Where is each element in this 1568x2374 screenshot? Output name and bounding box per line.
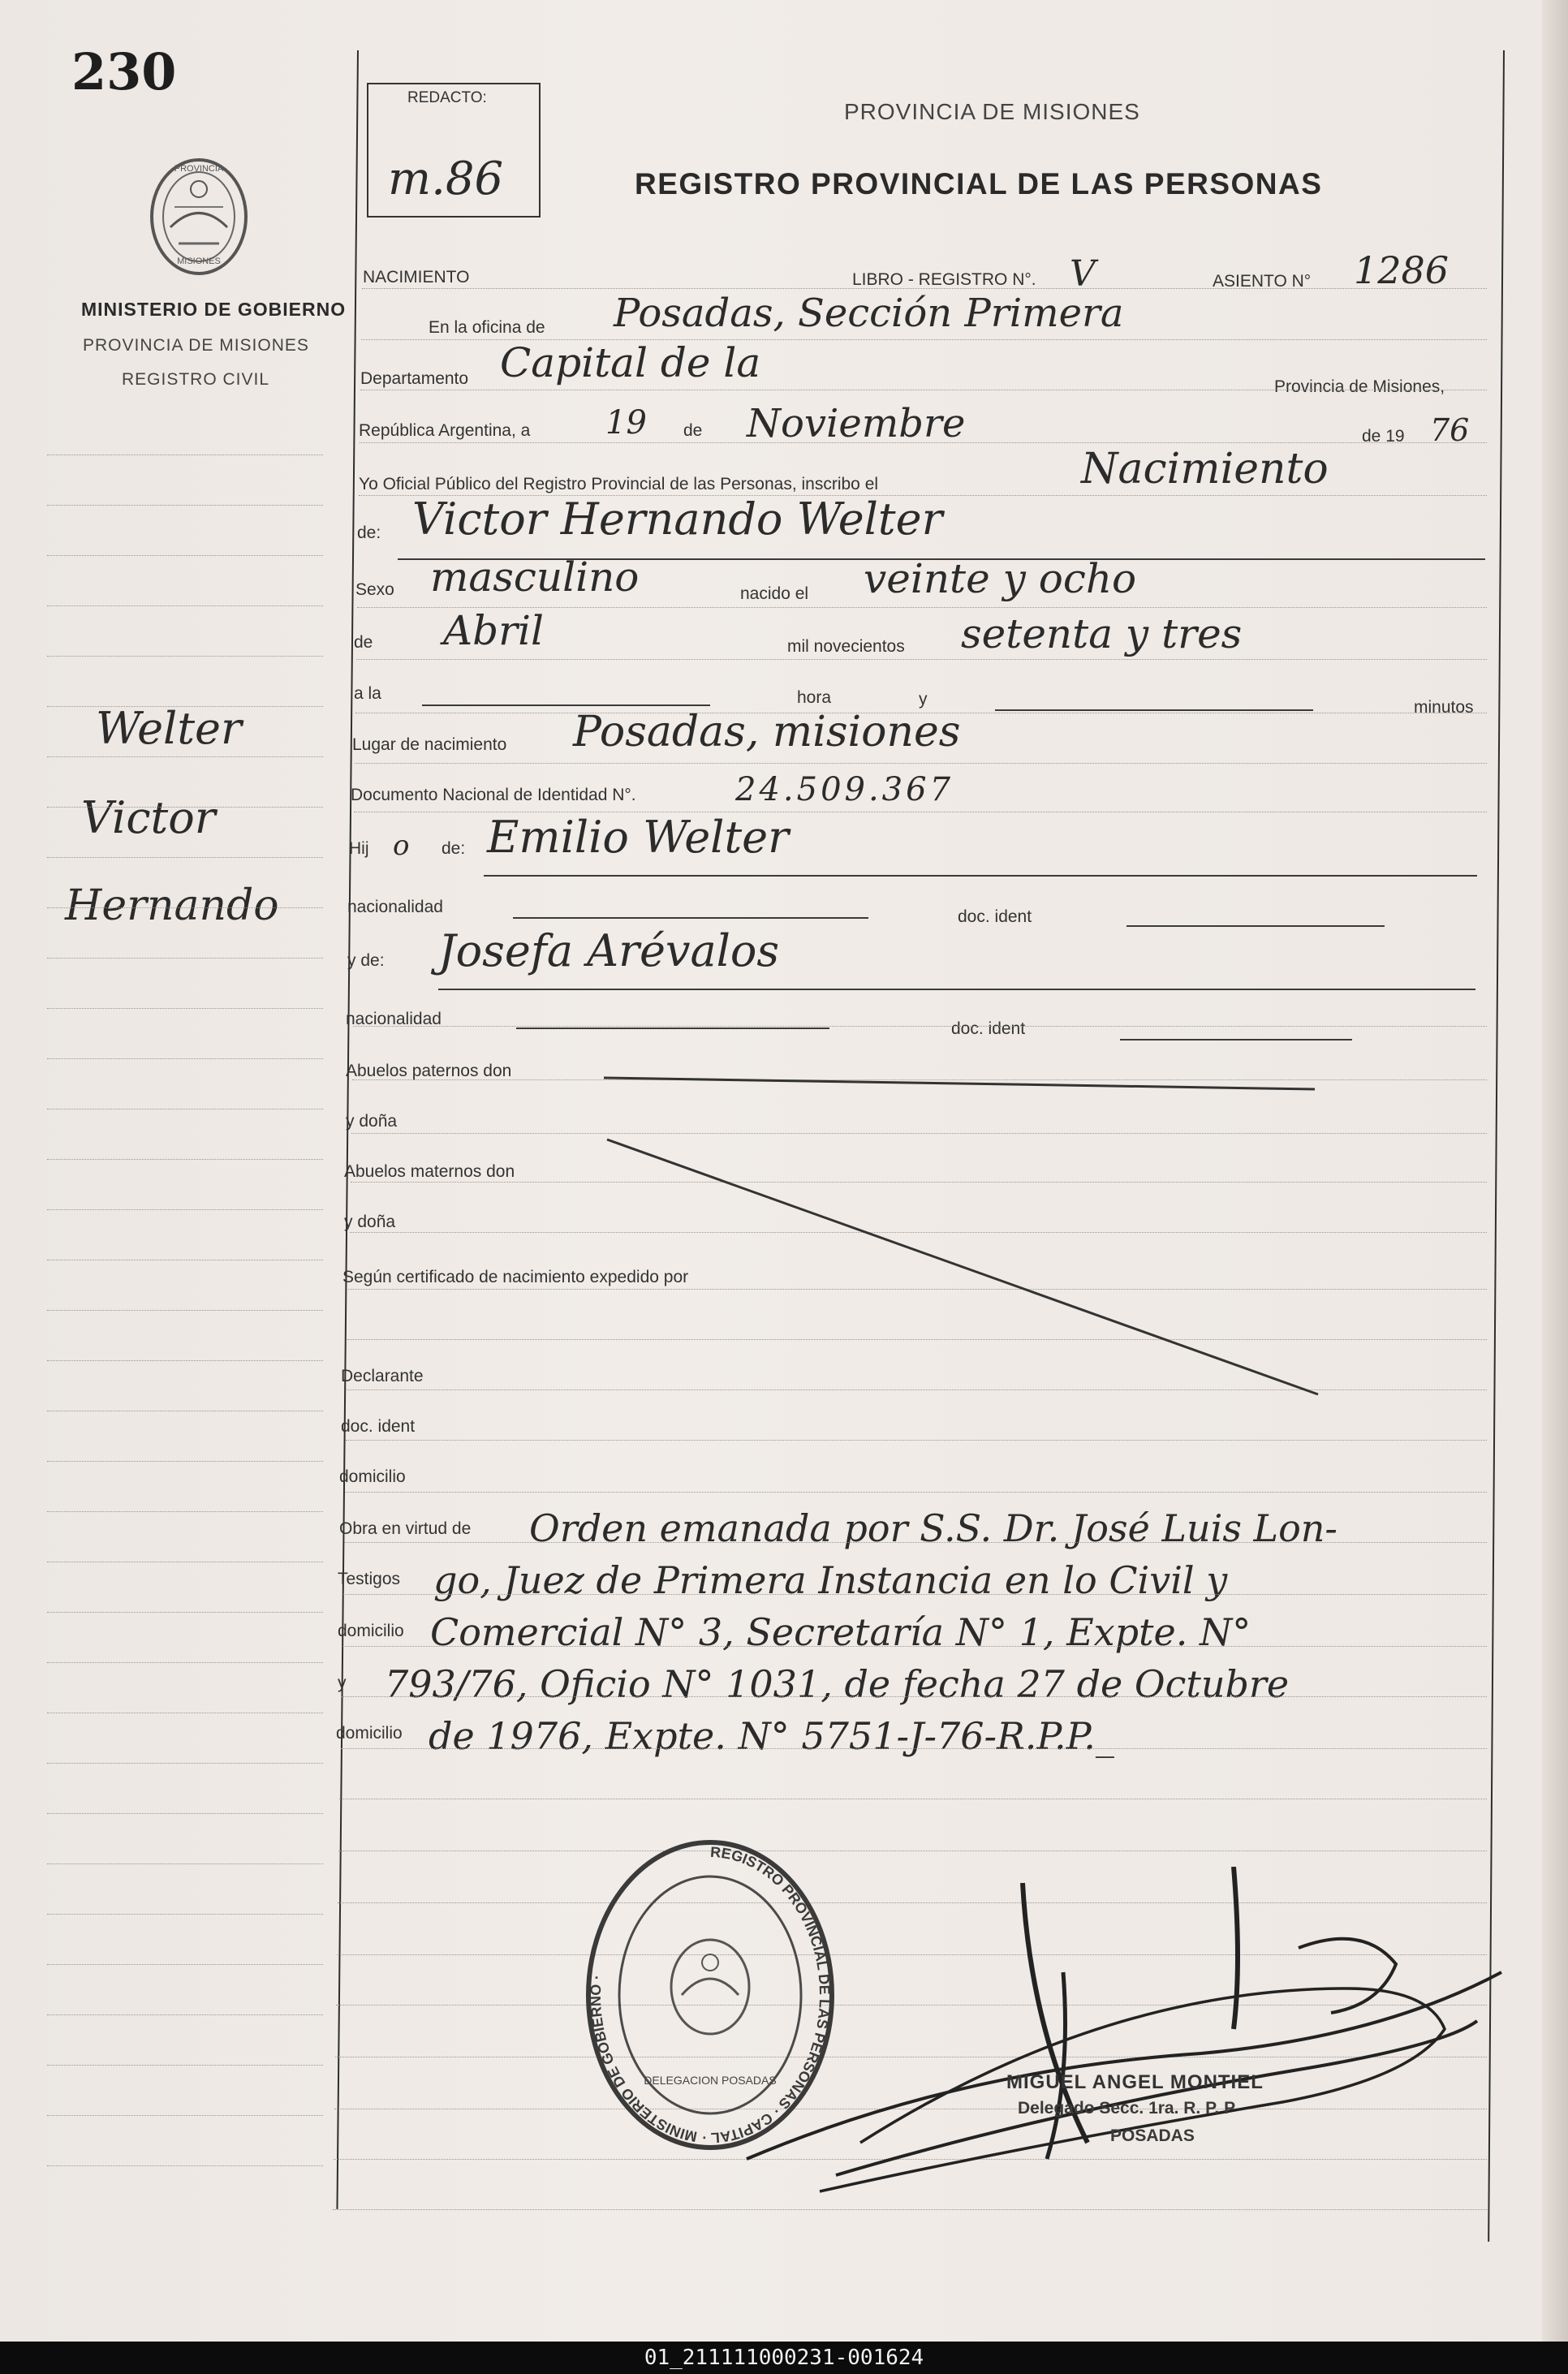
departamento-value: Capital de la [500, 339, 761, 386]
page-number: 230 [71, 42, 177, 101]
hijo-suffix: o [393, 829, 410, 862]
emblem-text-top: PROVINCIA [174, 164, 224, 174]
asiento-label: ASIENTO N° [1213, 272, 1312, 291]
province-label-left: PROVINCIA DE MISIONES [83, 336, 309, 355]
y2-label: y [338, 1674, 347, 1692]
doc-ident-label: doc. ident [958, 907, 1032, 926]
obra-line-1: Orden emanada por S.S. Dr. José Luis Lon- [529, 1506, 1338, 1550]
y-dona-label: y doña [346, 1112, 398, 1131]
doc-ident3-label: doc. ident [341, 1417, 416, 1436]
margin-surname: Welter [96, 703, 242, 754]
redacto-label: REDACTO: [407, 89, 487, 106]
certificado-label: Según certificado de nacimiento expedido por [342, 1268, 689, 1286]
birth-month-value: Abril [443, 607, 544, 654]
header-title: REGISTRO PROVINCIAL DE LAS PERSONAS [635, 167, 1323, 200]
doc-ident2-label: doc. ident [951, 1019, 1026, 1038]
obra-line-4: 793/76, Oficio N° 1031, de fecha 27 de Octubre [385, 1662, 1290, 1706]
stamp-ring-text: REGISTRO PROVINCIAL DE LAS PERSONAS · CAPITAL · MINISTERIO DE GOBIERNO · [587, 1843, 834, 2147]
mother-name-value: Josefa Arévalos [438, 925, 780, 976]
oficina-value: Posadas, Sección Primera [614, 291, 1124, 336]
header-province: PROVINCIA DE MISIONES [844, 99, 1140, 124]
month-value: Noviembre [747, 401, 966, 446]
child-name-value: Victor Hernando Welter [412, 493, 943, 545]
signatory-role: Delegado Secc. 1ra. R. P. P [1018, 2099, 1236, 2118]
republica-label: República Argentina, a [359, 421, 531, 440]
record-type-label: NACIMIENTO [363, 268, 470, 287]
stamp-inner-text: DELEGACION POSADAS [644, 2074, 777, 2087]
a-la-label: a la [354, 684, 381, 703]
sexo-label: Sexo [355, 580, 394, 599]
date-de-label: de [683, 421, 703, 440]
margin-first-name: Victor [81, 792, 216, 843]
declarante-label: Declarante [341, 1367, 424, 1385]
obra-line-5: de 1976, Expte. N° 5751-J-76-R.P.P._ [429, 1714, 1114, 1758]
birth-month-de-label: de [354, 633, 373, 652]
libro-value: V [1070, 253, 1096, 295]
y-dona2-label: y doña [344, 1213, 396, 1231]
nacido-value: veinte y ocho [864, 555, 1137, 602]
nacionalidad-label: nacionalidad [347, 898, 443, 916]
lugar-value: Posadas, misiones [573, 708, 961, 756]
y-de-label: y de: [347, 951, 385, 970]
documento-label: Documento Nacional de Identidad N°. [351, 786, 636, 804]
emblem-text-bottom: MISIONES [177, 256, 221, 266]
inscribo-value: Nacimiento [1081, 445, 1329, 493]
image-filename: 01_211111000231-001624 [0, 2342, 1568, 2374]
obra-line-3: Comercial N° 3, Secretaría N° 1, Expte. N° [430, 1610, 1251, 1654]
lugar-label: Lugar de nacimiento [352, 735, 507, 754]
libro-label: LIBRO - REGISTRO N°. [852, 270, 1036, 289]
signatory-name: MIGUEL ANGEL MONTIEL [1006, 2071, 1264, 2093]
mil-value: setenta y tres [961, 610, 1243, 657]
nacido-label: nacido el [740, 584, 809, 603]
father-name-value: Emilio Welter [487, 812, 789, 863]
oficina-label: En la oficina de [429, 318, 545, 337]
redacto-value: m.86 [388, 153, 504, 205]
sexo-value: masculino [430, 554, 640, 601]
testigos-label: Testigos [338, 1570, 401, 1588]
domicilio-label: domicilio [339, 1467, 406, 1486]
binding-edge [1542, 0, 1568, 2342]
name-de-label: de: [357, 523, 381, 542]
mil-label: mil novecientos [787, 637, 905, 656]
year-prefix: de 19 [1362, 427, 1405, 446]
oficial-text: Yo Oficial Público del Registro Provincial de las Personas, inscribo el [359, 475, 879, 493]
domicilio3-label: domicilio [336, 1724, 403, 1743]
minutos-label: minutos [1414, 698, 1474, 717]
documento-value: 24.509.367 [735, 771, 954, 808]
asiento-value: 1286 [1354, 248, 1450, 292]
ministry-label: MINISTERIO DE GOBIERNO [81, 299, 347, 320]
hijo-de-label: de: [442, 839, 466, 858]
registry-label-left: REGISTRO CIVIL [122, 370, 270, 389]
y-label: y [919, 690, 928, 709]
obra-label: Obra en virtud de [339, 1519, 472, 1538]
provincia-suffix: Provincia de Misiones, [1274, 377, 1445, 396]
hora-label: hora [797, 688, 832, 707]
abuelos-paternos-label: Abuelos paternos don [346, 1062, 512, 1080]
obra-line-2: go, Juez de Primera Instancia en lo Civil y [433, 1558, 1228, 1602]
margin-second-name: Hernando [65, 881, 279, 930]
day-value: 19 [605, 404, 647, 442]
departamento-label: Departamento [360, 369, 469, 388]
domicilio2-label: domicilio [338, 1622, 404, 1640]
signatory-city: POSADAS [1110, 2126, 1195, 2145]
signature [714, 1867, 1526, 2208]
nacionalidad2-label: nacionalidad [346, 1010, 442, 1028]
abuelos-maternos-label: Abuelos maternos don [344, 1162, 515, 1181]
hijo-label: Hij [349, 839, 369, 858]
year-value: 76 [1430, 412, 1470, 448]
